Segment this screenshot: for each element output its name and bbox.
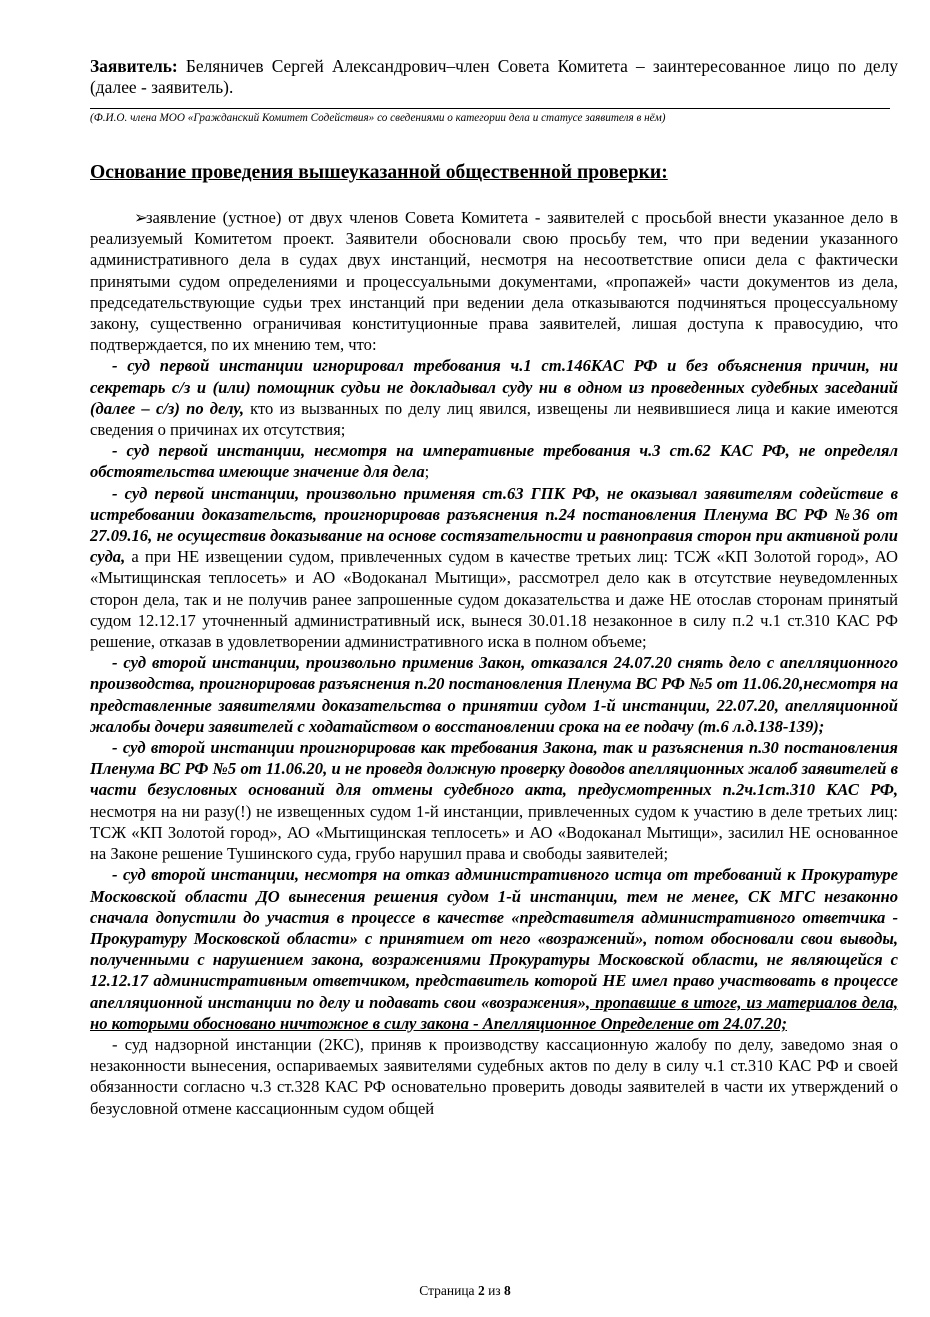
- signature-rule: [90, 108, 890, 109]
- intro-text: заявление (устное) от двух членов Совета Комитета - заявителей с просьбой внести указанное дело в реализуемый Комитетом проект. Заявители обосновали свою просьбу тем, что при ведении указанного административного дела в судах двух инстанций, несмотря на несоответствие описи дела с фактически принятыми судом определениями и процессуальными документами, «пропажей» части документов из дела, председательствующие судьи трех инстанций при ведении дела отказываются подчиняться процессуальному закону, существенно ограничивая конституционные права заявителей, лишая доступа к правосудию, что подтверждается, по их мнению тем, что:: [90, 208, 898, 355]
- item-bold-text: - суд первой инстанции игнорировал требования ч.1 ст.146КАС РФ и без объяснения причин, ни секретарь с/з и (или) помощник судьи не докладывал суду ни в одном из проведенных судебных заседаний (далее – с/з) по делу,: [90, 356, 898, 418]
- list-item: [90, 440, 898, 482]
- item-plain-text: кто из вызванных по делу лиц явился, извещены ли неявившиеся лица и какие имеются сведения о причинах их отсутствия;: [90, 398, 899, 440]
- item-bold-text: - суд первой инстанции, произвольно применяя ст.63 ГПК РФ, не оказывал заявителям содействие в истребовании доказательств, проигнорировав разъяснения п.24 постановления Пленума ВС РФ №36 от 27.09.16, не осуществив доказывание на основе состязательности и равноправия сторон при активной роли суда,: [90, 483, 898, 567]
- page-footer: [0, 1283, 930, 1299]
- last-paragraph: - суд надзорной инстанции (2КС), приняв к производству кассационную жалобу по делу, заведомо зная о незаконности вынесения, оспариваемых заявителями судебных актов по делу в силу ч.1 ст.310 КАС РФ и своей обязанности согласно ч.3 ст.328 КАС РФ основательно проверить доводы заявителей в части их утверждений о безусловной отмене кассационным судом общей: [90, 1034, 898, 1118]
- item-bold-text: - суд первой инстанции, несмотря на императивные требования ч.3 ст.62 КАС РФ, не определял обстоятельства имеющие значение для дела: [90, 441, 898, 482]
- item-plain-text: несмотря на ни разу(!) не извещенных судом 1-й инстанции, привлеченных судом к участию в деле третьих лиц: ТСЖ «КП Золотой город», АО «Мытищинская теплосеть» и АО «Водоканал Мытищи», засилил НЕ основанное на Законе решение Тушинского суда, грубо нарушил права и свободы заявителей;: [90, 801, 898, 864]
- applicant-label: Заявитель:: [90, 56, 178, 76]
- intro-paragraph: [90, 207, 898, 355]
- applicant-line: [90, 56, 898, 98]
- list-item: [90, 355, 898, 440]
- list-item: [90, 737, 898, 864]
- item-bold-text: - суд второй инстанции, произвольно применив Закон, отказался 24.07.20 снять дело с апелляционного производства, проигнорировав разъяснения п.20 постановления Пленума ВС РФ №5 от 11.06.20,несмотря на представленные заявителями доказательства о принятии судом 1-й инстанции, 22.07.20, апелляционной жалобы дочери заявителей с ходатайством о восстановлении срока на ее подачу (т.6 л.д.138-139);: [90, 653, 898, 736]
- applicant-text: Беляничев Сергей Александрович–член Совета Комитета – заинтересованное лицо по делу (далее - заявитель).: [90, 56, 898, 97]
- item-plain-text: ;: [424, 462, 430, 482]
- item-underlined-text: , пропавшие в итоге, из материалов дела, но которыми обосновано ничтожное в силу закона - Апелляционное Определение от 24.07.20;: [90, 992, 898, 1033]
- arrow-bullet-icon: ➢: [134, 208, 148, 227]
- item-bold-text: - суд второй инстанции проигнорировав как требования Закона, так и разъяснения п.30 постановления Пленума ВС РФ №5 от 11.06.20, и не проведя должную проверку доводов апелляционных жалоб заявителей в части безусловных оснований для отмены судебного акта, предусмотренных п.2ч.1ст.310 КАС РФ,: [90, 738, 898, 800]
- item-plain-text: а при НЕ извещении судом, привлеченных судом в качестве третьих лиц: ТСЖ «КП Золотой город», АО «Мытищинская теплосеть» и АО «Водоканал Мытищи», рассмотрел дело как в отсутствие неуведомленных сторон дела, так и не получив ранее запрошенные судом доказательства и даже НЕ отослав сторонам принятый судом 12.12.17 уточненный административный иск, вынеся 30.01.18 незаконное в силу п.2 ч.1 ст.310 КАС РФ решение, отказав в удовлетворении административного иска в полном объеме;: [90, 547, 898, 652]
- item-bold-text: - суд второй инстанции, несмотря на отказ административного истца от требований к Прокуратуре Московской области ДО вынесения решения судом 1-й инстанции, тем не менее, СК МГС незаконно сначала допустили до участия в процессе в качестве «представителя административного ответчика - Прокуратуру Московской области» с принятием от него «возражений», потом обосновали свои выводы, полученными с нарушением закона, возражениями Прокуратуры Московской области, не являющейся с 12.12.17 административным ответчиком, представитель которой НЕ имел право участвовать в процессе апелляционной инстанции по делу и подавать свои «возражения»: [90, 865, 898, 1012]
- rule-caption: (Ф.И.О. члена МОО «Гражданский Комитет Содействия» со сведениями о категории дела и статусе заявителя в нём): [90, 112, 666, 124]
- footer-page-number: 2: [477, 1283, 485, 1298]
- list-item: [90, 864, 898, 1034]
- document-body: [90, 207, 898, 1119]
- footer-prefix: Страница: [419, 1283, 478, 1298]
- list-item: [90, 652, 898, 737]
- list-item: [90, 483, 898, 653]
- section-heading: Основание проведения вышеуказанной общественной проверки:: [90, 162, 668, 183]
- footer-total-pages: 8: [504, 1283, 511, 1298]
- footer-middle: из: [484, 1283, 504, 1298]
